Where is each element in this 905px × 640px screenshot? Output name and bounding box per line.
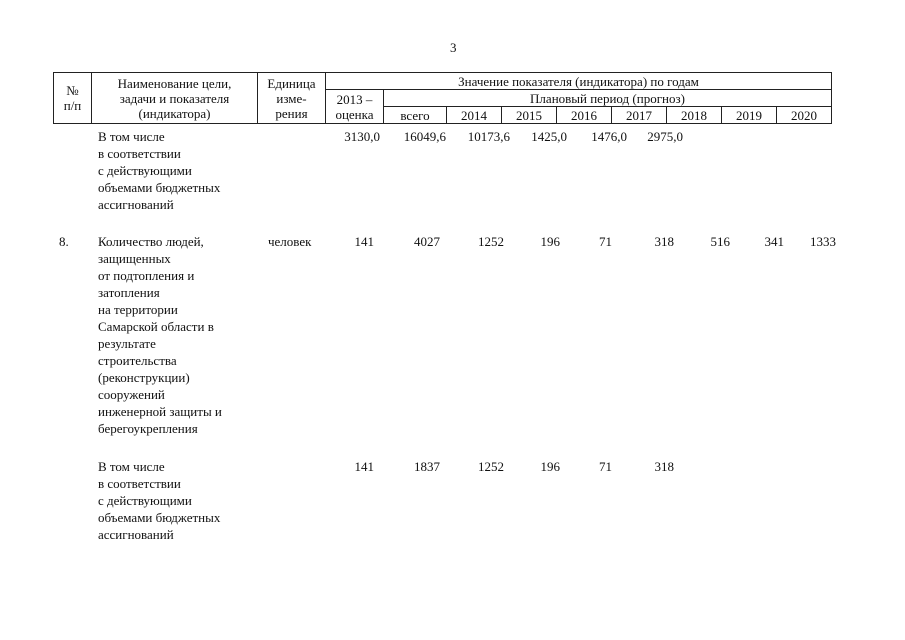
row-total: 16049,6 (403, 129, 446, 144)
row-year: 1252 (478, 459, 504, 474)
header-unit: Единица изме- рения (258, 73, 326, 124)
header-name: Наименование цели, задачи и показателя (индикатора) (92, 73, 258, 124)
header-plan: Плановый период (прогноз) (384, 90, 832, 107)
header-year: 2016 (557, 107, 612, 124)
row-year: 1425,0 (531, 129, 567, 144)
row-year: 516 (710, 234, 730, 249)
row-year: 196 (540, 459, 560, 474)
row-year: 196 (540, 234, 560, 249)
row-year: 71 (599, 459, 612, 474)
row-year: 341 (764, 234, 784, 249)
page-number: 3 (450, 40, 457, 55)
header-2013: 2013 – оценка (326, 90, 384, 124)
row-year: 1333 (810, 234, 836, 249)
header-num: № п/п (54, 73, 92, 124)
header-year: 2014 (447, 107, 502, 124)
row-year: 10173,6 (467, 129, 510, 144)
row-year: 318 (654, 459, 674, 474)
row-year: 318 (654, 234, 674, 249)
row-unit: человек (268, 234, 312, 249)
row-name: В том числе в соответствии с действующими объемами бюджетных ассигнований (98, 459, 221, 542)
row-2013: 3130,0 (344, 129, 380, 144)
header-year: 2018 (667, 107, 722, 124)
row-total: 1837 (414, 459, 440, 474)
row-year: 1252 (478, 234, 504, 249)
header-year: 2017 (612, 107, 667, 124)
row-2013: 141 (354, 234, 374, 249)
row-year: 1476,0 (591, 129, 627, 144)
header-year: 2019 (722, 107, 777, 124)
row-total: 4027 (414, 234, 440, 249)
table-header (53, 72, 832, 124)
header-year: 2015 (502, 107, 557, 124)
row-name: Количество людей, защищенных от подтопления и затопления на территории Самарской области в результате строительства (реконструкции) сооружений инженерной защиты и берегоукрепления (98, 234, 222, 436)
header-year: 2020 (777, 107, 832, 124)
row-num: 8. (59, 234, 69, 249)
row-name: В том числе в соответствии с действующими объемами бюджетных ассигнований (98, 129, 221, 212)
row-2013: 141 (354, 459, 374, 474)
header-values: Значение показателя (индикатора) по годам (326, 73, 832, 90)
row-year: 71 (599, 234, 612, 249)
row-year: 2975,0 (647, 129, 683, 144)
header-total: всего (384, 107, 447, 124)
